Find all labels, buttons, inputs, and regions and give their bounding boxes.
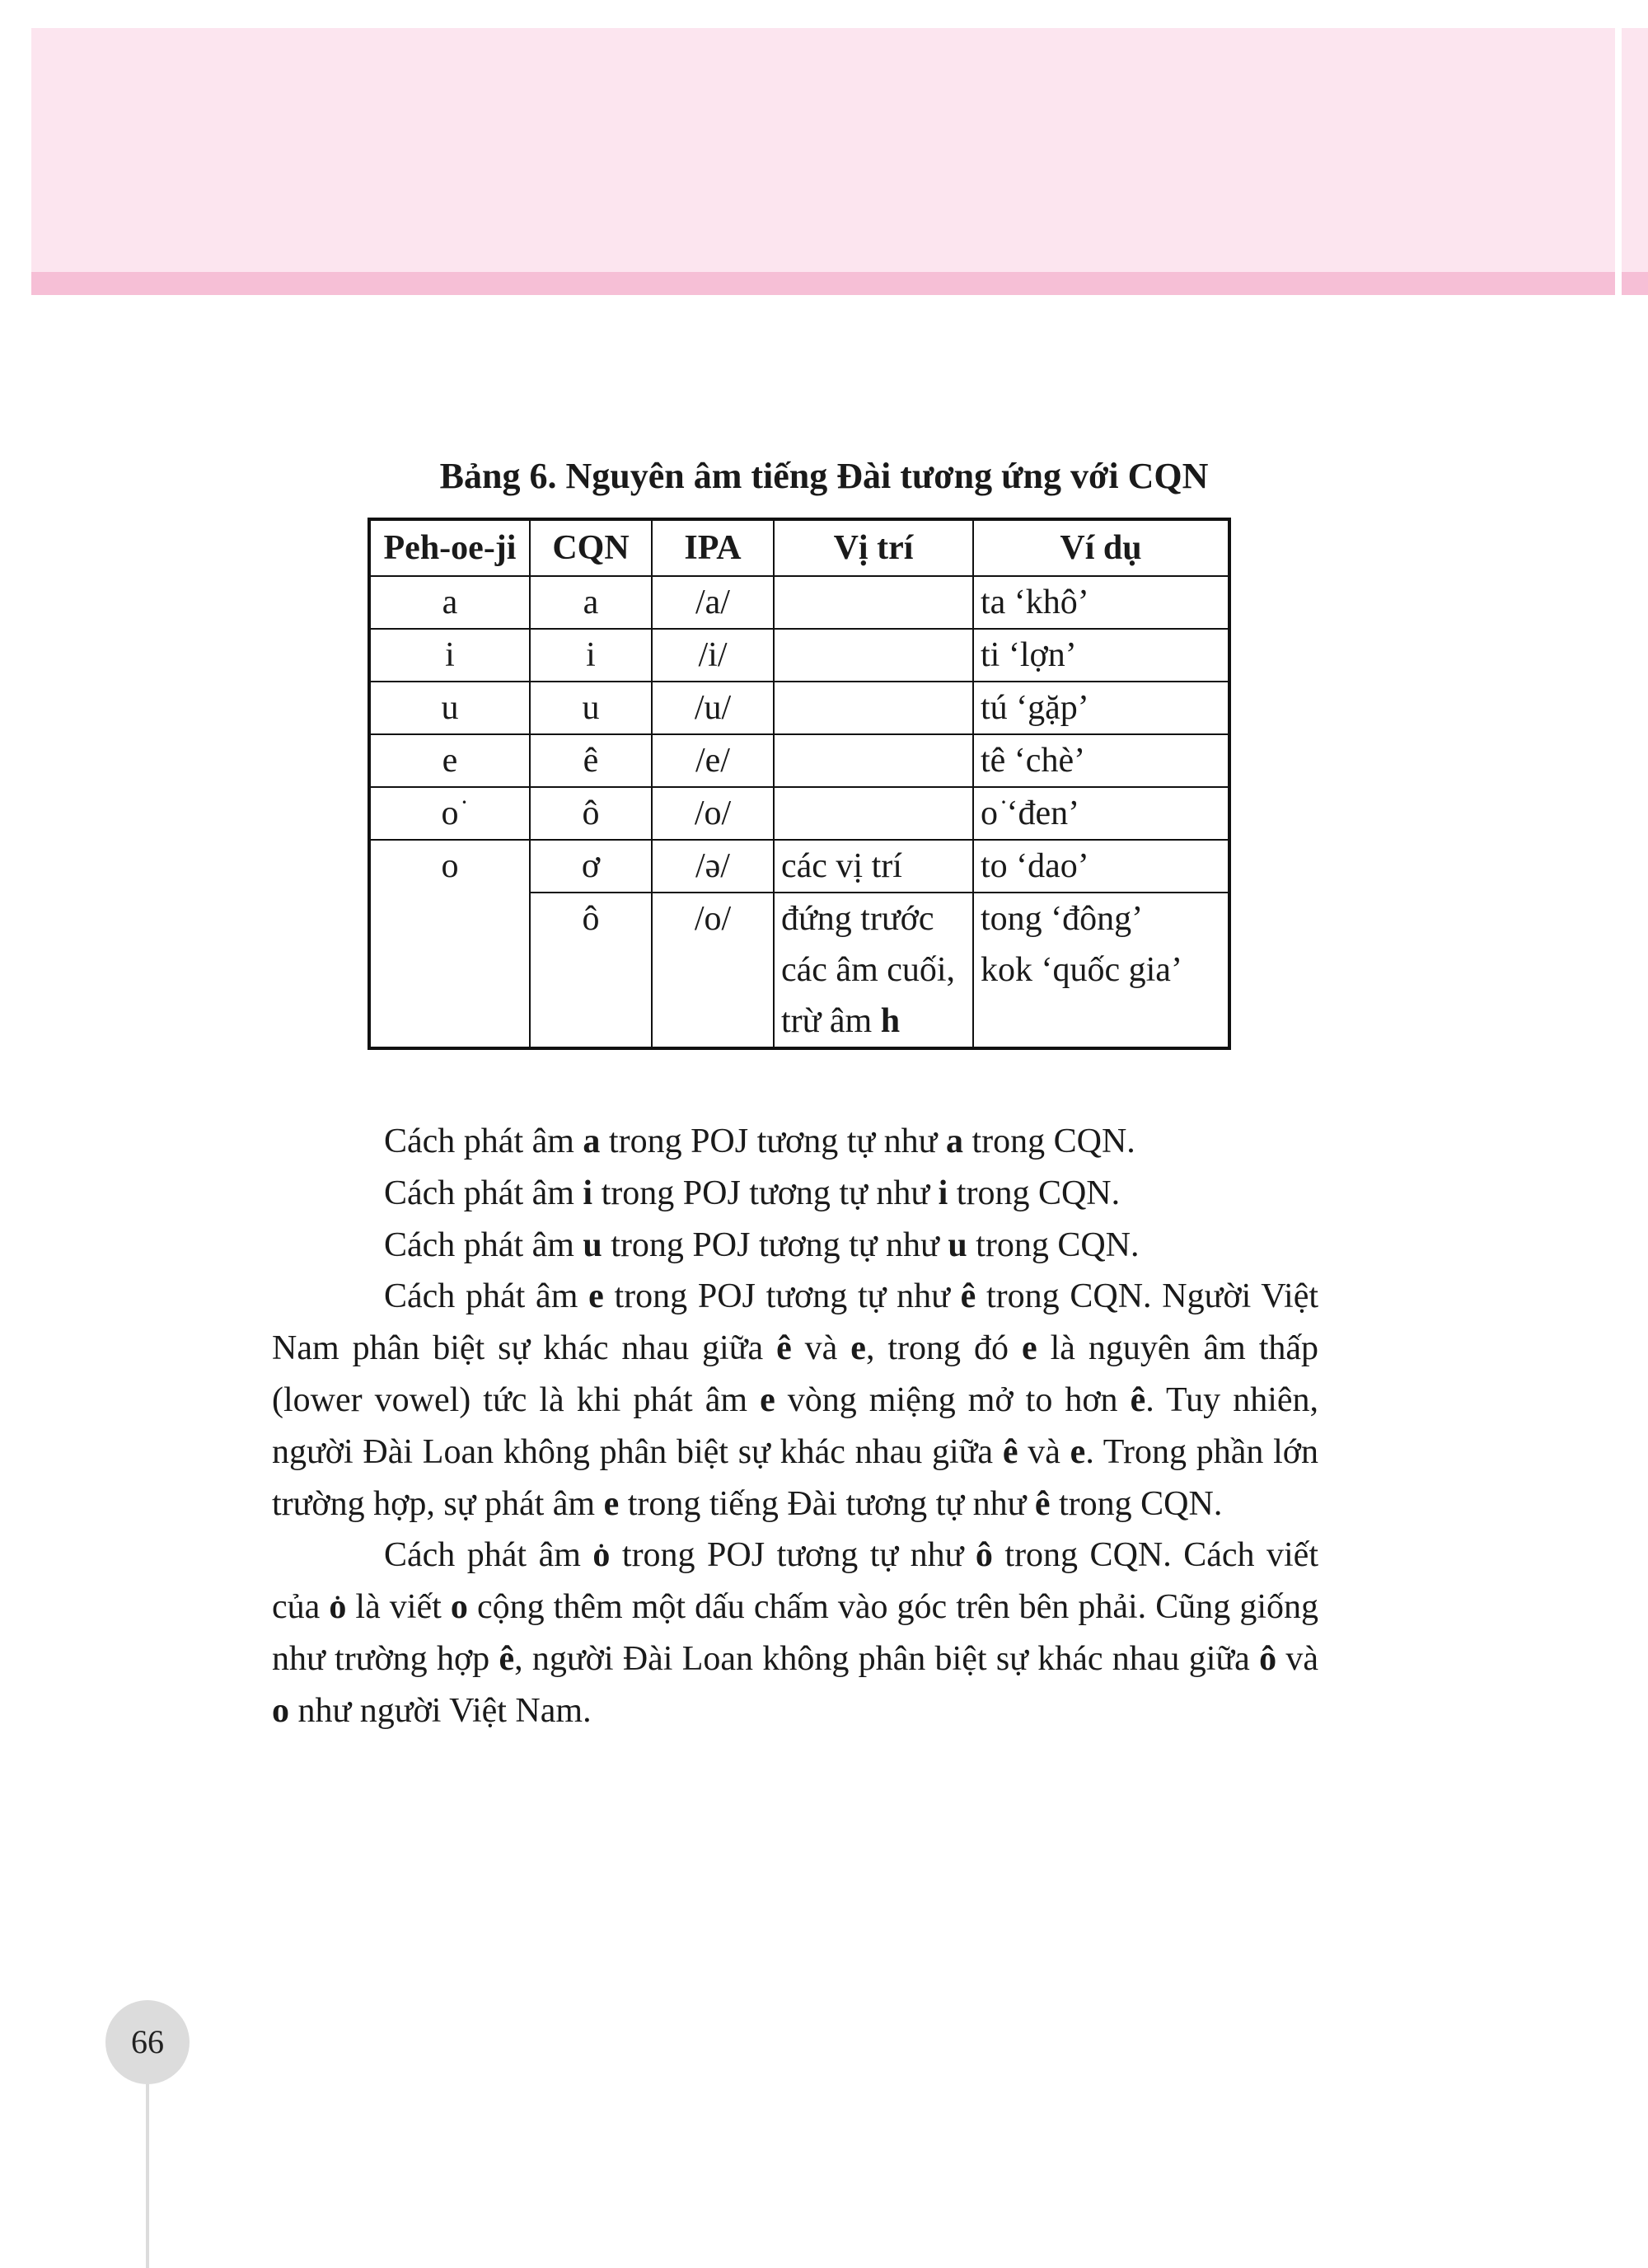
header-stripe xyxy=(31,272,1615,295)
cell-cqn: ô xyxy=(530,893,652,1048)
table-caption: Bảng 6. Nguyên âm tiếng Đài tương ứng với CQN xyxy=(439,456,1209,496)
cell-position: các vị trí xyxy=(774,840,973,893)
cell-position: đứng trước các âm cuối, trừ âm h xyxy=(774,893,973,1048)
cell-poj: o xyxy=(369,840,530,1048)
paragraph-a: Cách phát âm a trong POJ tương tự như a trong CQN. xyxy=(384,1122,1135,1160)
cell-example: o͘ ‘đen’ xyxy=(973,787,1229,840)
paragraph-u: Cách phát âm u trong POJ tương tự như u trong CQN. xyxy=(384,1225,1140,1264)
table-row xyxy=(369,629,1229,682)
cell-ipa: /o/ xyxy=(652,787,774,840)
paragraph-o-dot: Cách phát âm o͘ trong POJ tương tự như ô trong CQN. Cách viết của o͘ là viết o cộng thêm một dấu chấm vào góc trên bên phải. Cũng giống như trường hợp ê, người Đài Loan không phân biệt sự khác nhau giữa ô và o như người Việt Nam. xyxy=(272,1536,1319,1730)
header-band xyxy=(31,28,1615,272)
body-text xyxy=(272,1116,1318,1737)
column-header-cqn: CQN xyxy=(530,519,652,576)
column-header-position: Vị trí xyxy=(774,519,973,576)
cell-example: ta ‘khô’ xyxy=(973,576,1229,629)
cell-cqn: u xyxy=(530,682,652,734)
cell-example: tong ‘đông’ kok ‘quốc gia’ xyxy=(973,893,1229,1048)
cell-ipa: /i/ xyxy=(652,629,774,682)
page-number-line xyxy=(146,2084,149,2268)
cell-position xyxy=(774,629,973,682)
cell-cqn: ơ xyxy=(530,840,652,893)
table-row xyxy=(369,734,1229,787)
cell-position xyxy=(774,734,973,787)
cell-ipa: /a/ xyxy=(652,576,774,629)
table-row xyxy=(369,787,1229,840)
cell-ipa: /ə/ xyxy=(652,840,774,893)
cell-example: ti ‘lợn’ xyxy=(973,629,1229,682)
header-stripe-edge xyxy=(1622,272,1648,295)
cell-poj: u xyxy=(369,682,530,734)
cell-poj: o͘ xyxy=(369,787,530,840)
column-header-ipa: IPA xyxy=(652,519,774,576)
cell-poj: a xyxy=(369,576,530,629)
table-row xyxy=(369,682,1229,734)
cell-poj: e xyxy=(369,734,530,787)
cell-example: tê ‘chè’ xyxy=(973,734,1229,787)
cell-cqn: a xyxy=(530,576,652,629)
cell-ipa: /e/ xyxy=(652,734,774,787)
cell-ipa: /u/ xyxy=(652,682,774,734)
cell-example: to ‘dao’ xyxy=(973,840,1229,893)
cell-example: tú ‘gặp’ xyxy=(973,682,1229,734)
column-header-poj: Peh-oe-ji xyxy=(369,519,530,576)
cell-poj: i xyxy=(369,629,530,682)
header-band-edge xyxy=(1622,28,1648,272)
cell-cqn: ô xyxy=(530,787,652,840)
paragraph-e: Cách phát âm e trong POJ tương tự như ê trong CQN. Người Việt Nam phân biệt sự khác nhau giữa ê và e, trong đó e là nguyên âm thấp (lower vowel) tức là khi phát âm e vòng miệng mở to hơn ê. Tuy nhiên, người Đài Loan không phân biệt sự khác nhau giữa ê và e. Trong phần lớn trường hợp, sự phát âm e trong tiếng Đài tương tự như ê trong CQN. xyxy=(272,1277,1319,1523)
vowel-table xyxy=(368,518,1231,1050)
cell-cqn: ê xyxy=(530,734,652,787)
table-row xyxy=(369,576,1229,629)
cell-position xyxy=(774,682,973,734)
cell-position xyxy=(774,787,973,840)
table-header-row xyxy=(369,519,1229,576)
column-header-example: Ví dụ xyxy=(973,519,1229,576)
table-row xyxy=(369,840,1229,893)
cell-position xyxy=(774,576,973,629)
page-number: 66 xyxy=(105,2000,190,2084)
paragraph-i: Cách phát âm i trong POJ tương tự như i trong CQN. xyxy=(384,1174,1121,1212)
cell-cqn: i xyxy=(530,629,652,682)
cell-ipa: /o/ xyxy=(652,893,774,1048)
